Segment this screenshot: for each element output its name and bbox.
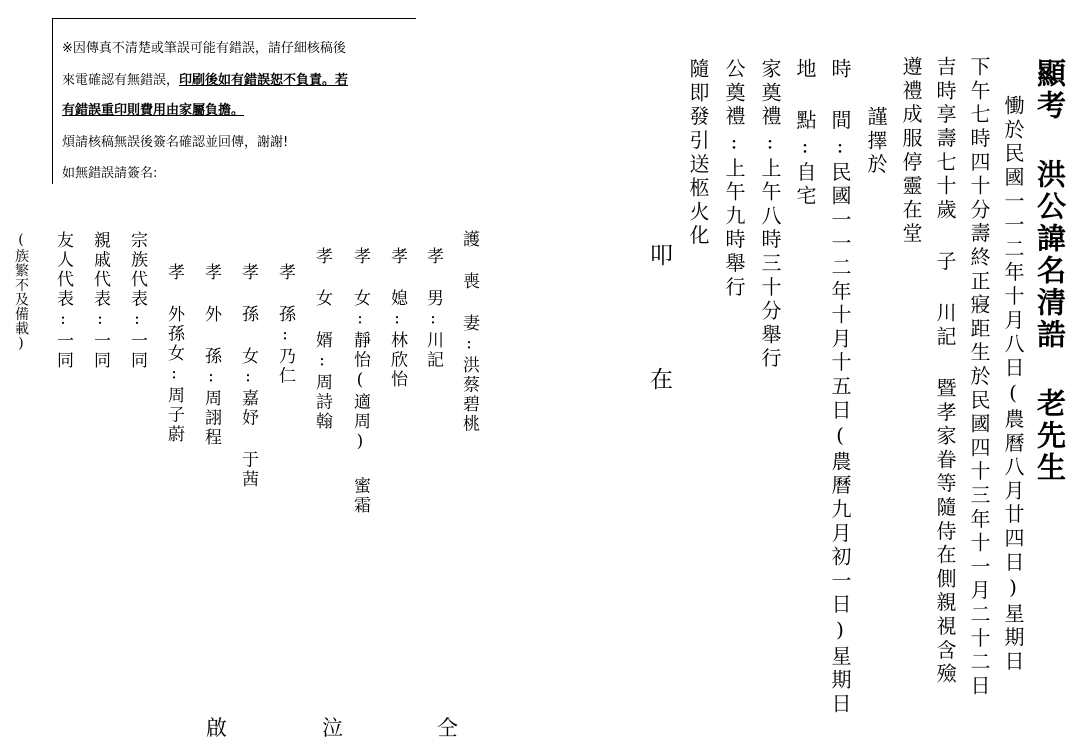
clan-representative: 宗族代表:一同 [127, 231, 147, 371]
announcement-col-4: 遵禮成服停靈在堂 [899, 56, 923, 247]
announcement-col-3: 吉時享壽七十歲 子 川記 暨孝家眷等隨侍在側親視含殮 [933, 56, 957, 687]
notice-line-1: ※因傳真不清楚或筆誤可能有錯誤，請仔細核稿後 [62, 41, 346, 56]
funeral-time: 時 間:民國一一二年十月十五日(農曆九月初一日)星期日 [828, 58, 852, 717]
announcement-col-2: 下午七時四十分壽終正寢距生於民國四十三年十一月二十二日 [967, 56, 991, 699]
family-ext-granddaughter: 孝 外孫女:周子蔚 [164, 263, 184, 445]
family-granddaughter: 孝 孫 女:嘉妤 于茜 [238, 263, 258, 490]
relatives-representative: 親戚代表:一同 [90, 231, 110, 371]
cremation-note: 隨即發引送柩火化 [686, 58, 710, 249]
closing-char-1: 叩 [646, 243, 672, 266]
family-wife: 護 喪 妻:洪蔡碧桃 [459, 230, 479, 434]
notice-line-5: 如無錯誤請簽名: [62, 166, 158, 181]
family-son: 孝 男:川記 [423, 247, 443, 370]
notice-line-2 [62, 69, 348, 88]
notice-line-2-emphasis: 印刷後如有錯誤恕不負責。若 [179, 73, 349, 88]
family-grandson: 孝 孫:乃仁 [275, 263, 295, 386]
friends-representative: 友人代表:一同 [53, 231, 73, 371]
closing-char-2: 在 [646, 367, 672, 390]
family-rite-time: 家奠禮:上午八時三十分舉行 [758, 58, 782, 372]
deceased-title: 顯考 洪公諱名清誥 老先生 [1033, 58, 1067, 484]
announcement-col-1: 慟於民國一一二年十月八日(農曆八月廿四日)星期日 [1001, 95, 1025, 675]
family-note: (族繁不及備載) [13, 232, 29, 352]
signature-char-1: 仝 [437, 716, 458, 740]
notice-box [52, 18, 416, 184]
announcement-col-5: 謹擇於 [864, 106, 888, 178]
funeral-location: 地 點:自宅 [793, 58, 817, 209]
notice-line-4: 煩請核稿無誤後簽名確認並回傳，謝謝! [62, 135, 289, 150]
family-daughter-in-law: 孝 媳:林欣怡 [387, 247, 407, 390]
notice-line-2-plain: 來電確認有無錯誤， [62, 73, 180, 88]
signature-char-3: 啟 [206, 716, 227, 740]
notice-line-3: 有錯誤重印則費用由家屬負擔。 [62, 103, 245, 118]
family-daughter: 孝 女:靜怡(適周) 蜜霜 [350, 247, 370, 516]
family-ext-grandson: 孝 外 孫:周詡程 [201, 263, 221, 448]
public-rite-time: 公奠禮:上午九時舉行 [722, 58, 746, 300]
signature-char-2: 泣 [322, 716, 343, 740]
family-son-in-law: 孝 女 婿:周詩翰 [312, 247, 332, 432]
